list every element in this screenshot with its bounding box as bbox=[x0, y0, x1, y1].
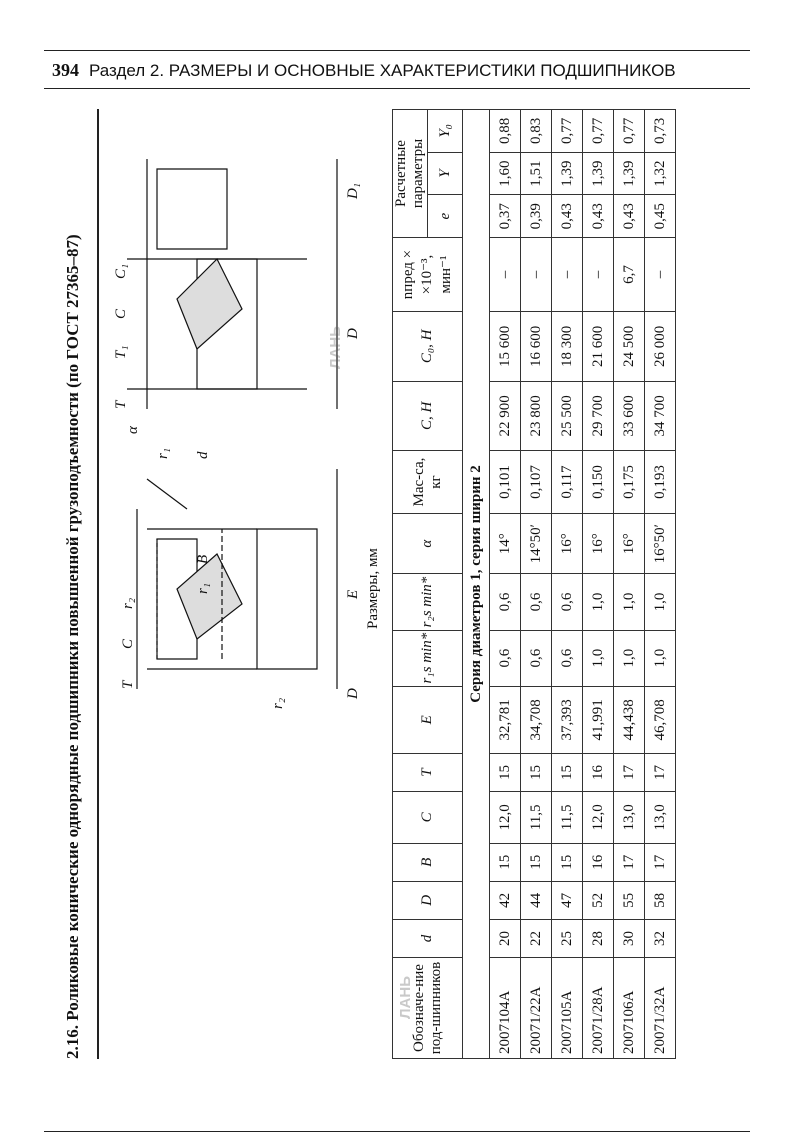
label-C1: C₁ bbox=[113, 263, 129, 279]
value-cell: 25 bbox=[552, 919, 583, 957]
value-cell: 1,0 bbox=[583, 630, 614, 686]
value-cell: 12,0 bbox=[490, 792, 521, 844]
value-cell: 1,39 bbox=[583, 152, 614, 195]
value-cell: 15 bbox=[521, 753, 552, 791]
value-cell: 1,0 bbox=[645, 574, 676, 630]
col-r1s: r₁s min* bbox=[393, 630, 463, 686]
label-alpha: α bbox=[125, 426, 141, 434]
value-cell: 21 600 bbox=[583, 312, 614, 382]
watermark-logo: ЛАНЬ bbox=[327, 326, 344, 369]
value-cell: 0,43 bbox=[552, 195, 583, 238]
designation-cell: 2007104А bbox=[490, 958, 521, 1059]
label-r1: r₁ bbox=[195, 582, 211, 594]
value-cell: 24 500 bbox=[614, 312, 645, 382]
label-D1: D₁ bbox=[345, 182, 361, 199]
value-cell: 16° bbox=[552, 513, 583, 574]
value-cell: 0,43 bbox=[614, 195, 645, 238]
col-D: D bbox=[393, 881, 463, 919]
value-cell: 1,32 bbox=[645, 152, 676, 195]
value-cell: 0,43 bbox=[583, 195, 614, 238]
value-cell: 1,39 bbox=[614, 152, 645, 195]
value-cell: 11,5 bbox=[552, 792, 583, 844]
value-cell: 32,781 bbox=[490, 686, 521, 753]
value-cell: 13,0 bbox=[645, 792, 676, 844]
value-cell: 14° bbox=[490, 513, 521, 574]
table-row bbox=[645, 110, 676, 1059]
col-E: E bbox=[393, 686, 463, 753]
value-cell: 37,393 bbox=[552, 686, 583, 753]
label-D: D bbox=[345, 688, 361, 699]
value-cell: 0,77 bbox=[614, 110, 645, 153]
value-cell: 22 900 bbox=[490, 381, 521, 451]
label-C: C bbox=[113, 308, 129, 319]
table-row bbox=[552, 110, 583, 1059]
section-title: Раздел 2. РАЗМЕРЫ И ОСНОВНЫЕ ХАРАКТЕРИСТИКИ ПОДШИПНИКОВ bbox=[89, 61, 676, 80]
label-C: C bbox=[120, 638, 136, 649]
value-cell: 0,6 bbox=[552, 630, 583, 686]
value-cell: 17 bbox=[614, 753, 645, 791]
value-cell: 0,73 bbox=[645, 110, 676, 153]
designation-cell: 20071/32А bbox=[645, 958, 676, 1059]
value-cell: 55 bbox=[614, 881, 645, 919]
value-cell: 0,107 bbox=[521, 451, 552, 514]
value-cell: 34,708 bbox=[521, 686, 552, 753]
value-cell: 47 bbox=[552, 881, 583, 919]
value-cell: 28 bbox=[583, 919, 614, 957]
caption-rule bbox=[97, 109, 99, 1059]
value-cell: – bbox=[490, 238, 521, 312]
col-Cn: C, Н bbox=[393, 381, 463, 451]
value-cell: 0,6 bbox=[521, 574, 552, 630]
value-cell: 20 bbox=[490, 919, 521, 957]
value-cell: 1,60 bbox=[490, 152, 521, 195]
value-cell: 0,39 bbox=[521, 195, 552, 238]
value-cell: 1,0 bbox=[614, 630, 645, 686]
value-cell: 0,6 bbox=[552, 574, 583, 630]
col-e: e bbox=[428, 195, 463, 238]
top-rule bbox=[44, 50, 750, 51]
value-cell: 12,0 bbox=[583, 792, 614, 844]
value-cell: 34 700 bbox=[645, 381, 676, 451]
col-Y: Y bbox=[428, 152, 463, 195]
value-cell: 0,101 bbox=[490, 451, 521, 514]
value-cell: 16°50′ bbox=[645, 513, 676, 574]
col-B: B bbox=[393, 843, 463, 881]
value-cell: 1,51 bbox=[521, 152, 552, 195]
value-cell: 15 bbox=[490, 843, 521, 881]
label-r1b: r₁ bbox=[155, 447, 171, 459]
value-cell: – bbox=[552, 238, 583, 312]
designation-cell: 20071/22А bbox=[521, 958, 552, 1059]
label-d: d bbox=[195, 451, 211, 459]
value-cell: 6,7 bbox=[614, 238, 645, 312]
value-cell: 17 bbox=[645, 753, 676, 791]
rotated-content bbox=[63, 109, 722, 1059]
label-E: E bbox=[345, 589, 361, 599]
value-cell: 23 800 bbox=[521, 381, 552, 451]
value-cell: 15 bbox=[552, 843, 583, 881]
table-row bbox=[614, 110, 645, 1059]
value-cell: 0,6 bbox=[521, 630, 552, 686]
value-cell: 11,5 bbox=[521, 792, 552, 844]
value-cell: 16 bbox=[583, 753, 614, 791]
value-cell: 0,175 bbox=[614, 451, 645, 514]
header-rule bbox=[44, 88, 750, 89]
value-cell: 26 000 bbox=[645, 312, 676, 382]
value-cell: 16° bbox=[614, 513, 645, 574]
value-cell: 44,438 bbox=[614, 686, 645, 753]
series-subtitle: Серия диаметров 1, серия ширин 2 bbox=[463, 110, 490, 1059]
value-cell: – bbox=[645, 238, 676, 312]
col-C: C bbox=[393, 792, 463, 844]
value-cell: 13,0 bbox=[614, 792, 645, 844]
value-cell: 42 bbox=[490, 881, 521, 919]
col-mass: Мас-са, кг bbox=[393, 451, 463, 514]
table-row bbox=[521, 110, 552, 1059]
col-designation: Обозначе-ние под-шипников bbox=[393, 958, 463, 1059]
value-cell: 0,77 bbox=[583, 110, 614, 153]
designation-cell: 2007106А bbox=[614, 958, 645, 1059]
value-cell: 58 bbox=[645, 881, 676, 919]
value-cell: 18 300 bbox=[552, 312, 583, 382]
value-cell: 0,193 bbox=[645, 451, 676, 514]
col-Y0: Y₀ bbox=[428, 110, 463, 153]
table-caption: 2.16. Роликовые конические однорядные подшипники повышенной грузоподъемности (по ГОСТ 27365–87) bbox=[63, 234, 82, 1059]
value-cell: 52 bbox=[583, 881, 614, 919]
label-T: T bbox=[113, 400, 129, 409]
value-cell: 1,0 bbox=[614, 574, 645, 630]
watermark-logo-2: ЛАНЬ bbox=[397, 976, 414, 1019]
value-cell: 33 600 bbox=[614, 381, 645, 451]
value-cell: 0,88 bbox=[490, 110, 521, 153]
value-cell: 0,37 bbox=[490, 195, 521, 238]
value-cell: 15 bbox=[521, 843, 552, 881]
value-cell: 1,0 bbox=[645, 630, 676, 686]
bearing-drawing-2 bbox=[107, 139, 367, 419]
bearing-drawing-1 bbox=[107, 409, 367, 729]
col-d: d bbox=[393, 919, 463, 957]
label-B: B bbox=[195, 554, 211, 564]
bottom-rule bbox=[44, 1131, 750, 1132]
table-row bbox=[583, 110, 614, 1059]
col-npred: nпред × ×10⁻³, мин⁻¹ bbox=[393, 238, 463, 312]
value-cell: 16 600 bbox=[521, 312, 552, 382]
value-cell: 25 500 bbox=[552, 381, 583, 451]
value-cell: 0,83 bbox=[521, 110, 552, 153]
value-cell: 16° bbox=[583, 513, 614, 574]
value-cell: 17 bbox=[645, 843, 676, 881]
table-body bbox=[463, 110, 676, 1059]
value-cell: 0,117 bbox=[552, 451, 583, 514]
value-cell: 15 bbox=[552, 753, 583, 791]
value-cell: 1,0 bbox=[583, 574, 614, 630]
col-alpha: α bbox=[393, 513, 463, 574]
label-r2: r₂ bbox=[120, 597, 136, 609]
col-T: T bbox=[393, 753, 463, 791]
value-cell: 16 bbox=[583, 843, 614, 881]
value-cell: 14°50′ bbox=[521, 513, 552, 574]
value-cell: 22 bbox=[521, 919, 552, 957]
label-D: D bbox=[345, 328, 361, 339]
value-cell: 15 600 bbox=[490, 312, 521, 382]
label-T: T bbox=[120, 680, 136, 689]
designation-cell: 20071/28А bbox=[583, 958, 614, 1059]
label-T1: T₁ bbox=[113, 345, 129, 359]
value-cell: 41,991 bbox=[583, 686, 614, 753]
col-calc: Расчетные параметры bbox=[393, 110, 428, 238]
page-header bbox=[52, 60, 676, 81]
col-r2s: r₂s min* bbox=[393, 574, 463, 630]
value-cell: – bbox=[583, 238, 614, 312]
value-cell: 1,39 bbox=[552, 152, 583, 195]
value-cell: 0,77 bbox=[552, 110, 583, 153]
value-cell: – bbox=[521, 238, 552, 312]
value-cell: 30 bbox=[614, 919, 645, 957]
value-cell: 0,6 bbox=[490, 574, 521, 630]
value-cell: 29 700 bbox=[583, 381, 614, 451]
label-r2b: r₂ bbox=[270, 697, 286, 709]
value-cell: 46,708 bbox=[645, 686, 676, 753]
value-cell: 0,150 bbox=[583, 451, 614, 514]
bearing-table bbox=[392, 109, 676, 1059]
value-cell: 0,6 bbox=[490, 630, 521, 686]
dimensions-label: Размеры, мм bbox=[365, 548, 381, 629]
table-row bbox=[490, 110, 521, 1059]
col-C0: C₀, Н bbox=[393, 312, 463, 382]
value-cell: 44 bbox=[521, 881, 552, 919]
value-cell: 17 bbox=[614, 843, 645, 881]
designation-cell: 2007105А bbox=[552, 958, 583, 1059]
value-cell: 32 bbox=[645, 919, 676, 957]
page-number: 394 bbox=[52, 60, 79, 80]
value-cell: 0,45 bbox=[645, 195, 676, 238]
value-cell: 15 bbox=[490, 753, 521, 791]
